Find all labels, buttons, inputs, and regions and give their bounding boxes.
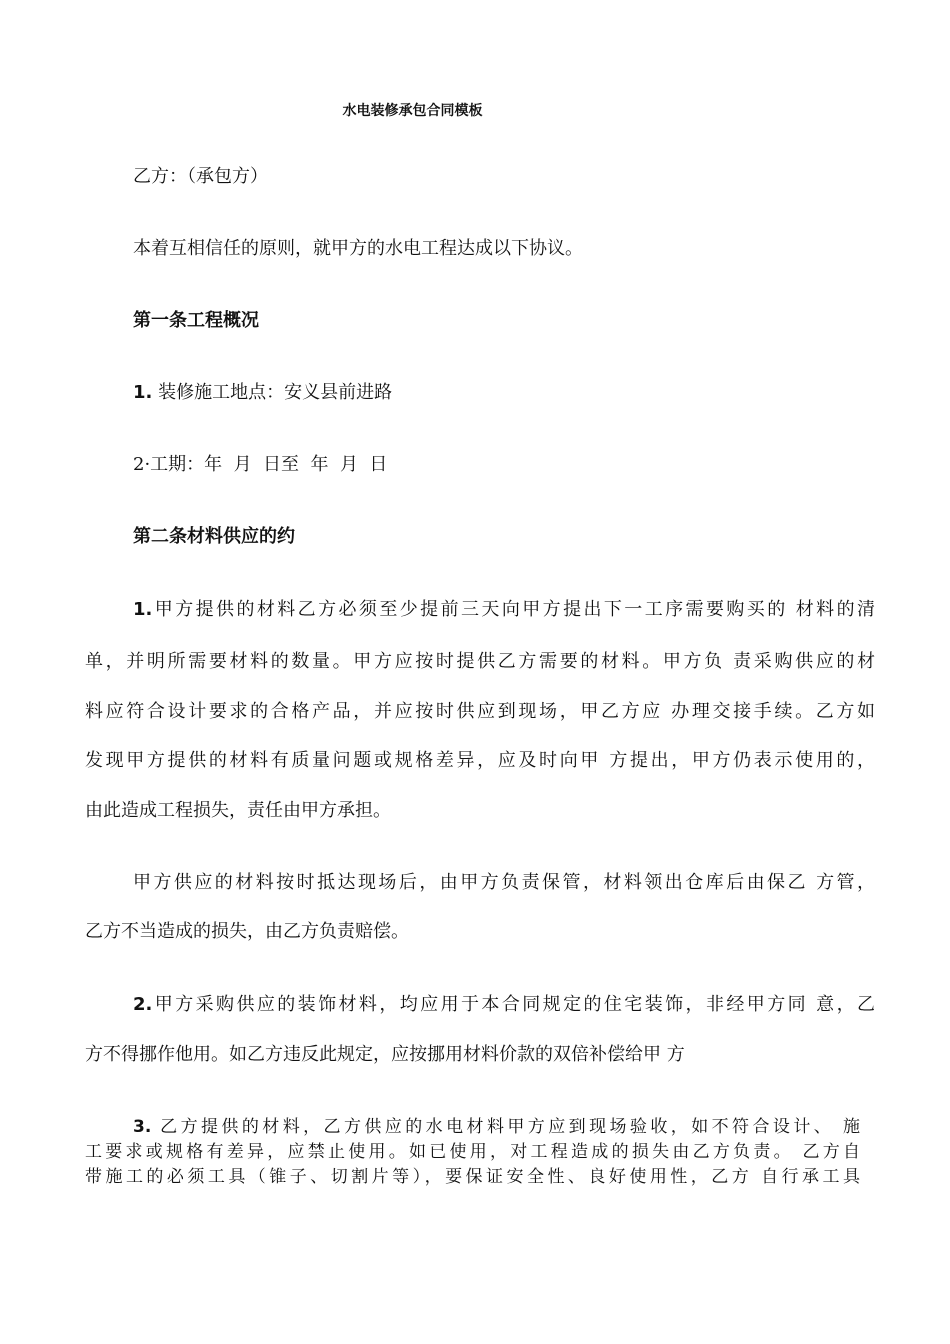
article-2-p2-line-1: 甲方供应的材料按时抵达现场后，由甲方负责保管，材料领出仓库后由保乙 方管， [133,872,875,893]
document-title: 水电装修承包合同模板 [342,103,483,119]
paragraph-number: 1. [133,599,153,620]
paragraph-number: 2. [133,994,153,1015]
article-2-p3-line-1: 2.甲方采购供应的装饰材料，均应用于本合同规定的住宅装饰，非经甲方同 意，乙 [133,994,875,1015]
article-2-p1-line-3: 料应符合设计要求的合格产品，并应按时供应到现场，甲乙方应 办理交接手续。乙方如 [85,701,875,722]
article-1-item-2: 2·工期：年 月 日至 年 月 日 [133,454,388,475]
article-2-p4-line-3: 带施工的必须工具（锥子、切割片等），要保证安全性、良好使用性，乙方 自行承工具 [85,1167,860,1187]
article-2-p3-line-2: 方不得挪作他用。如乙方违反此规定，应按挪用材料价款的双倍补偿给甲 方 [85,1044,685,1065]
article-2-p4-line-1: 3. 乙方提供的材料，乙方供应的水电材料甲方应到现场验收，如不符合设计、 施 [133,1117,861,1137]
article-2-p2-line-2: 乙方不当造成的损失，由乙方负责赔偿。 [85,921,409,942]
article-1-item-1 [133,378,392,404]
article-2-p1-line-2: 单，并明所需要材料的数量。甲方应按时提供乙方需要的材料。甲方负 责采购供应的材 [85,651,875,672]
article-2-p1-line-5: 由此造成工程损失，责任由甲方承担。 [85,800,391,821]
party-b-line: 乙方：（承包方） [133,166,268,187]
article-2-heading: 第二条材料供应的约 [133,526,295,547]
intro-paragraph: 本着互相信任的原则，就甲方的水电工程达成以下协议。 [133,238,583,259]
article-2-p1-line-1: 1.甲方提供的材料乙方必须至少提前三天向甲方提出下一工序需要购买的 材料的清 [133,599,875,620]
item-number: 1. [133,382,153,403]
paragraph-number: 3. [133,1117,152,1137]
article-1-heading: 第一条工程概况 [133,310,259,331]
item-text: 装修施工地点：安义县前进路 [158,382,393,403]
article-2-p1-line-4: 发现甲方提供的材料有质量问题或规格差异，应及时向甲 方提出，甲方仍表示使用的， [85,750,875,771]
article-2-p4-line-2: 工要求或规格有差异，应禁止使用。如已使用，对工程造成的损失由乙方负责。 乙方自 [85,1142,860,1162]
